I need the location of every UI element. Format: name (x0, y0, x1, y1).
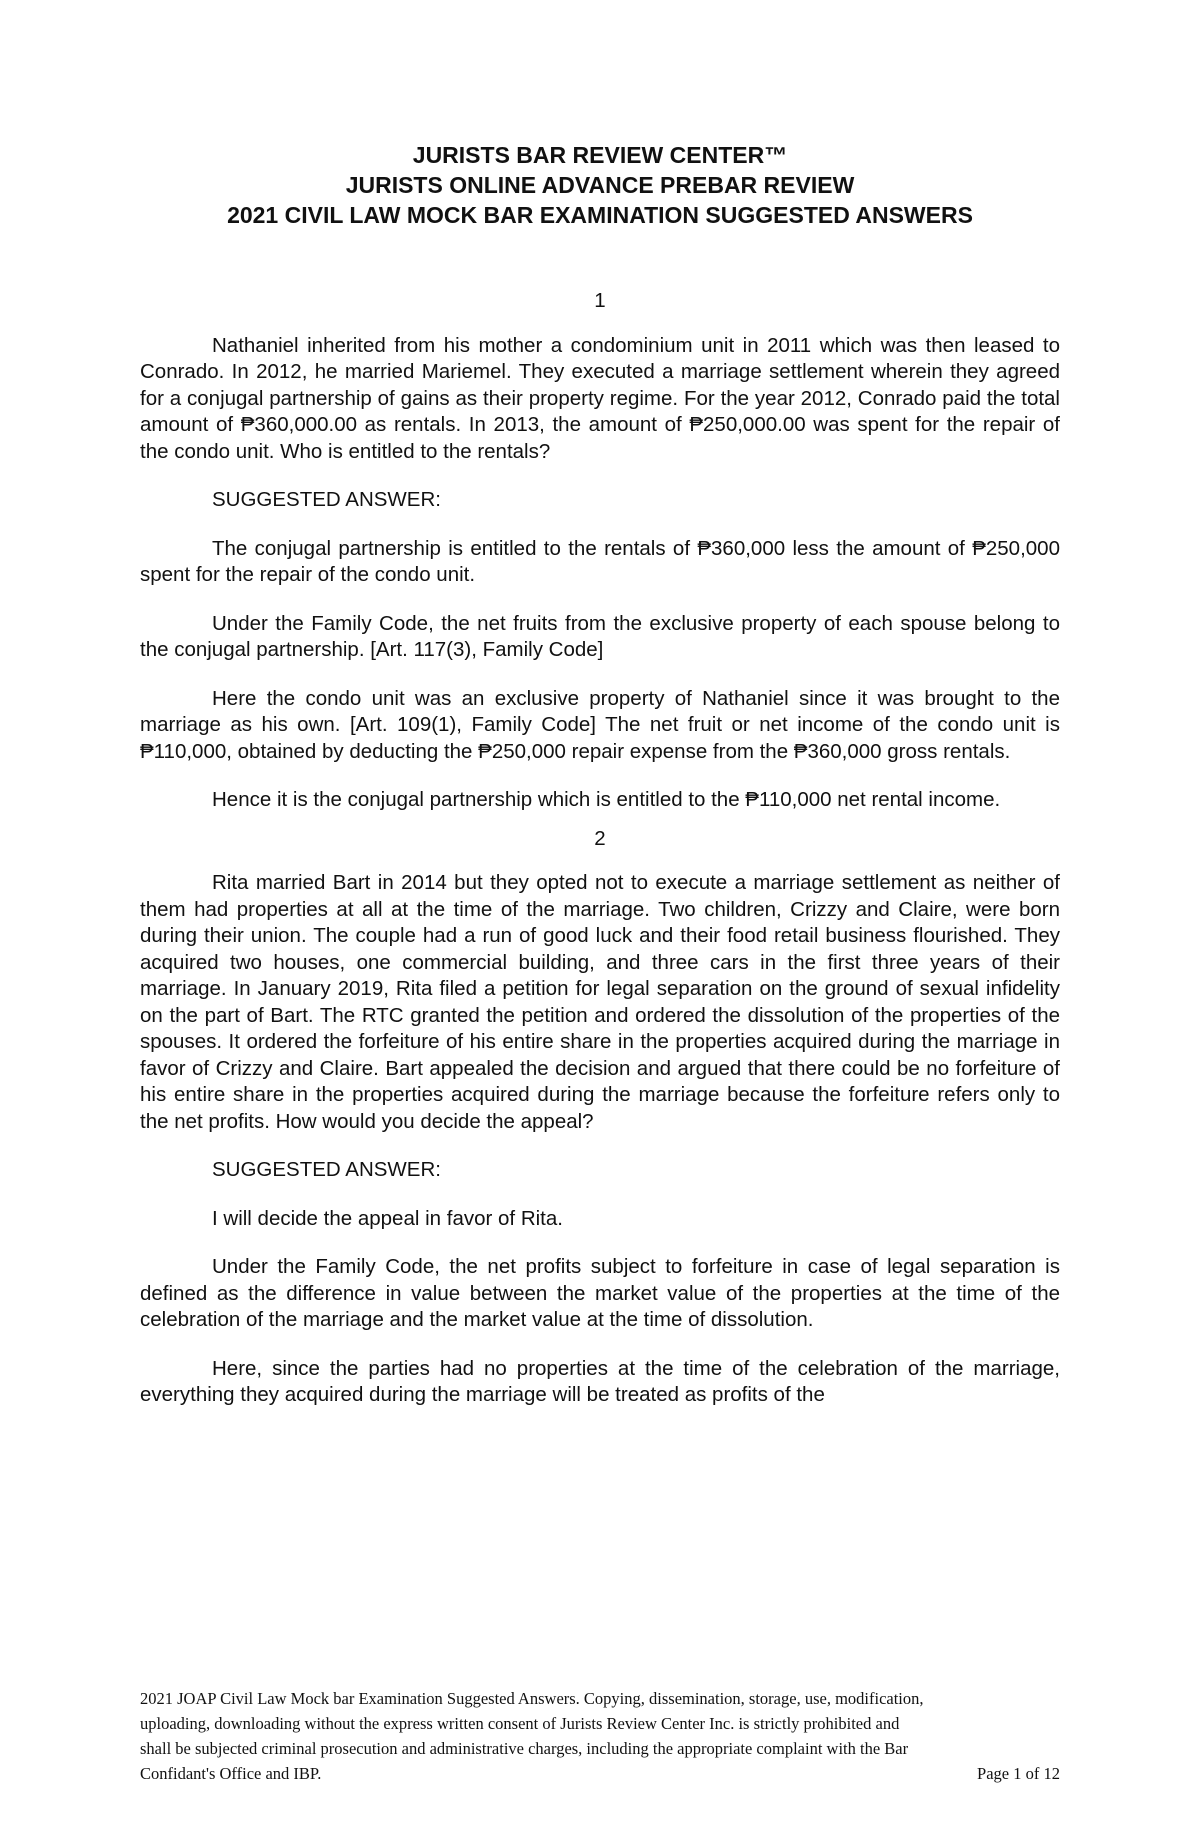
document-body (140, 288, 1060, 1431)
answer-paragraph: The conjugal partnership is entitled to the rentals of ₱360,000 less the amount of ₱250,000 spent for the repair of the condo unit. (140, 536, 1060, 586)
answer-paragraph: Here the condo unit was an exclusive property of Nathaniel since it was brought to the marriage as his own. [Art. 109(1), Family Code] The net fruit or net income of the condo unit is ₱110,000, obtained by deducting the ₱250,000 repair expense from the ₱360,000 gross rentals. (140, 686, 1060, 763)
answer-label: SUGGESTED ANSWER: (212, 1158, 441, 1181)
answer-paragraph: Hence it is the conjugal partnership which is entitled to the ₱110,000 net rental income. (212, 788, 1001, 811)
answer-paragraph: Under the Family Code, the net fruits from the exclusive property of each spouse belong to the conjugal partnership. [Art. 117(3), Family Code] (140, 611, 1060, 661)
question-block (140, 826, 1060, 1409)
footer-notice-line: 2021 JOAP Civil Law Mock bar Examination Suggested Answers. Copying, dissemination, storage, use, modification, (140, 1689, 924, 1708)
answer-paragraph: Under the Family Code, the net profits subject to forfeiture in case of legal separation is defined as the difference in value between the market value of the properties at the time of the celebration of the marriage and the market value at the time of dissolution. (140, 1255, 1060, 1331)
copyright-footer (140, 1686, 1060, 1786)
answer-paragraph: I will decide the appeal in favor of Rita. (212, 1206, 563, 1230)
question-text: Nathaniel inherited from his mother a condominium unit in 2011 which was then leased to Conrado. In 2012, he married Mariemel. They executed a marriage settlement wherein they agreed for a conjugal partnership of gains as their property regime. For the year 2012, Conrado paid the total amount of ₱360,000.00 as rentals. In 2013, the amount of ₱250,000.00 was spent for the repair of the condo unit. Who is entitled to the rentals? (140, 333, 1060, 463)
question-block (140, 288, 1060, 814)
question-text: Rita married Bart in 2014 but they opted not to execute a marriage settlement as neither of them had properties at all at the time of the marriage. Two children, Crizzy and Claire, were born during their union. The couple had a run of good luck and their food retail business flourished. They acquired two houses, one commercial building, and three cars in the first three years of their marriage. In January 2019, Rita filed a petition for legal separation on the ground of sexual infidelity on the part of Bart. The RTC granted the petition and ordered the dissolution of the properties of the spouses. It ordered the forfeiture of his entire share in the properties acquired during the marriage in favor of Crizzy and Claire. Bart appealed the decision and argued that there could be no forfeiture of his entire share in the properties acquired during the marriage because the forfeiture refers only to the net profits. How would you decide the appeal? (140, 871, 1060, 1133)
page-number: Page 1 of 12 (977, 1764, 1060, 1783)
header-program-name: JURISTS ONLINE ADVANCE PREBAR REVIEW (345, 172, 855, 198)
answer-paragraph: Here, since the parties had no properties at the time of the celebration of the marriage, everything they acquired during the marriage will be treated as profits of the (140, 1356, 1060, 1406)
footer-notice-line: Confidant's Office and IBP. (140, 1764, 322, 1783)
question-number: 1 (594, 289, 606, 312)
footer-notice-line: shall be subjected criminal prosecution and administrative charges, including the appropriate complaint with the Bar (140, 1739, 909, 1758)
header-center-name: JURISTS BAR REVIEW CENTER™ (412, 142, 788, 168)
footer-last-line (140, 1761, 1060, 1786)
answer-label: SUGGESTED ANSWER: (212, 488, 441, 511)
document-header (0, 140, 1200, 230)
question-number: 2 (594, 826, 606, 850)
header-exam-title: 2021 CIVIL LAW MOCK BAR EXAMINATION SUGGESTED ANSWERS (227, 202, 973, 228)
footer-notice-line: uploading, downloading without the express written consent of Jurists Review Center Inc. is strictly prohibited and (140, 1714, 900, 1733)
